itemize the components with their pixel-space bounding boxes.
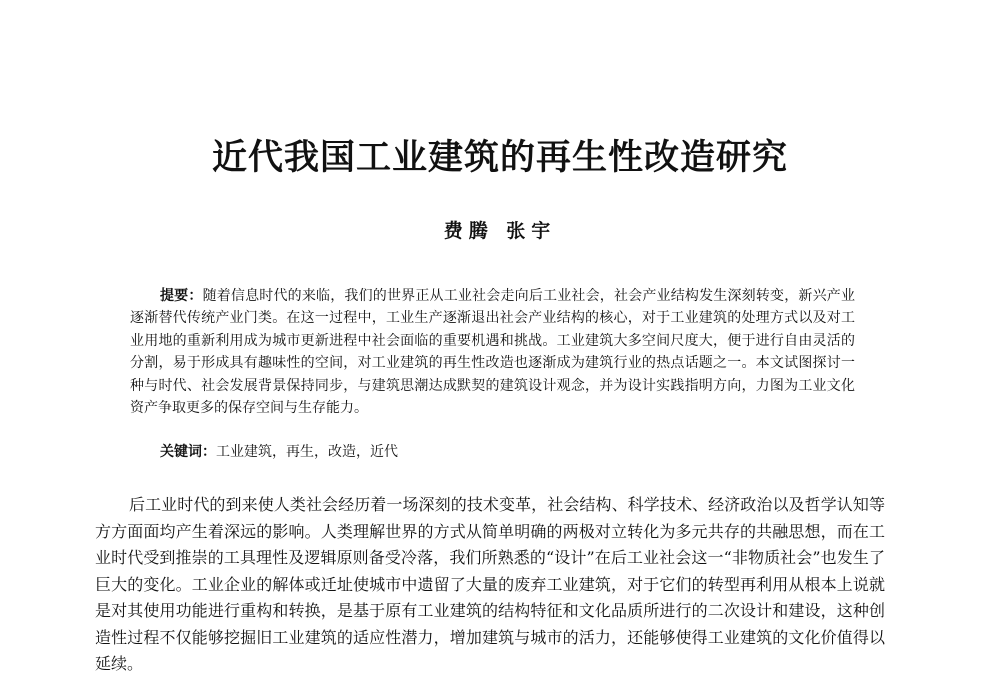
keywords-label: 关键词： bbox=[160, 444, 216, 460]
paper-title: 近代我国工业建筑的再生性改造研究 bbox=[211, 138, 788, 178]
body-paragraph: 后工业时代的到来使人类社会经历着一场深刻的技术变革，社会结构、科学技术、经济政治以及哲学认知等方方面面均产生着深远的影响。人类理解世界的方式从简单明确的两极对立转化为多元共存的共融思想，而在工业时代受到推崇的工具理性及逻辑原则备受冷落，我们所熟悉的“设计”在后工业社会这一“非物质社会”也发生了巨大的变化。工业企业的解体或迁址使城市中遗留了大量的废弃工业建筑，对于它们的转型再利用从根本上说就是对其使用功能进行重构和转换，是基于原有工业建筑的结构特征和文化品质所进行的二次设计和建设，这种创造性过程不仅能够挖掘旧工业建筑的适应性潜力，增加建筑与城市的活力，还能够使得工业建筑的文化价值得以延续。 bbox=[95, 495, 885, 673]
abstract-label: 提要： bbox=[160, 288, 203, 304]
abstract-text: 随着信息时代的来临，我们的世界正从工业社会走向后工业社会，社会产业结构发生深刻转变，新兴产业逐渐替代传统产业门类。在这一过程中，工业生产逐渐退出社会产业结构的核心，对于工业建筑的处理方式以及对工业用地的重新利用成为城市更新进程中社会面临的重要机遇和挑战。工业建筑大多空间尺度大，便于进行自由灵活的分割，易于形成具有趣味性的空间，对工业建筑的再生性改造也逐渐成为建筑行业的热点话题之一。本文试图探讨一种与时代、社会发展背景保持同步，与建筑思潮达成默契的建筑设计观念，并为设计实践指明方向，力图为工业文化资产争取更多的保存空间与生存能力。 bbox=[130, 288, 855, 417]
keywords-line bbox=[160, 441, 860, 463]
paper-authors: 费腾 张宇 bbox=[443, 220, 557, 242]
abstract-paragraph bbox=[130, 285, 855, 419]
keywords-text: 工业建筑，再生，改造，近代 bbox=[216, 444, 398, 460]
